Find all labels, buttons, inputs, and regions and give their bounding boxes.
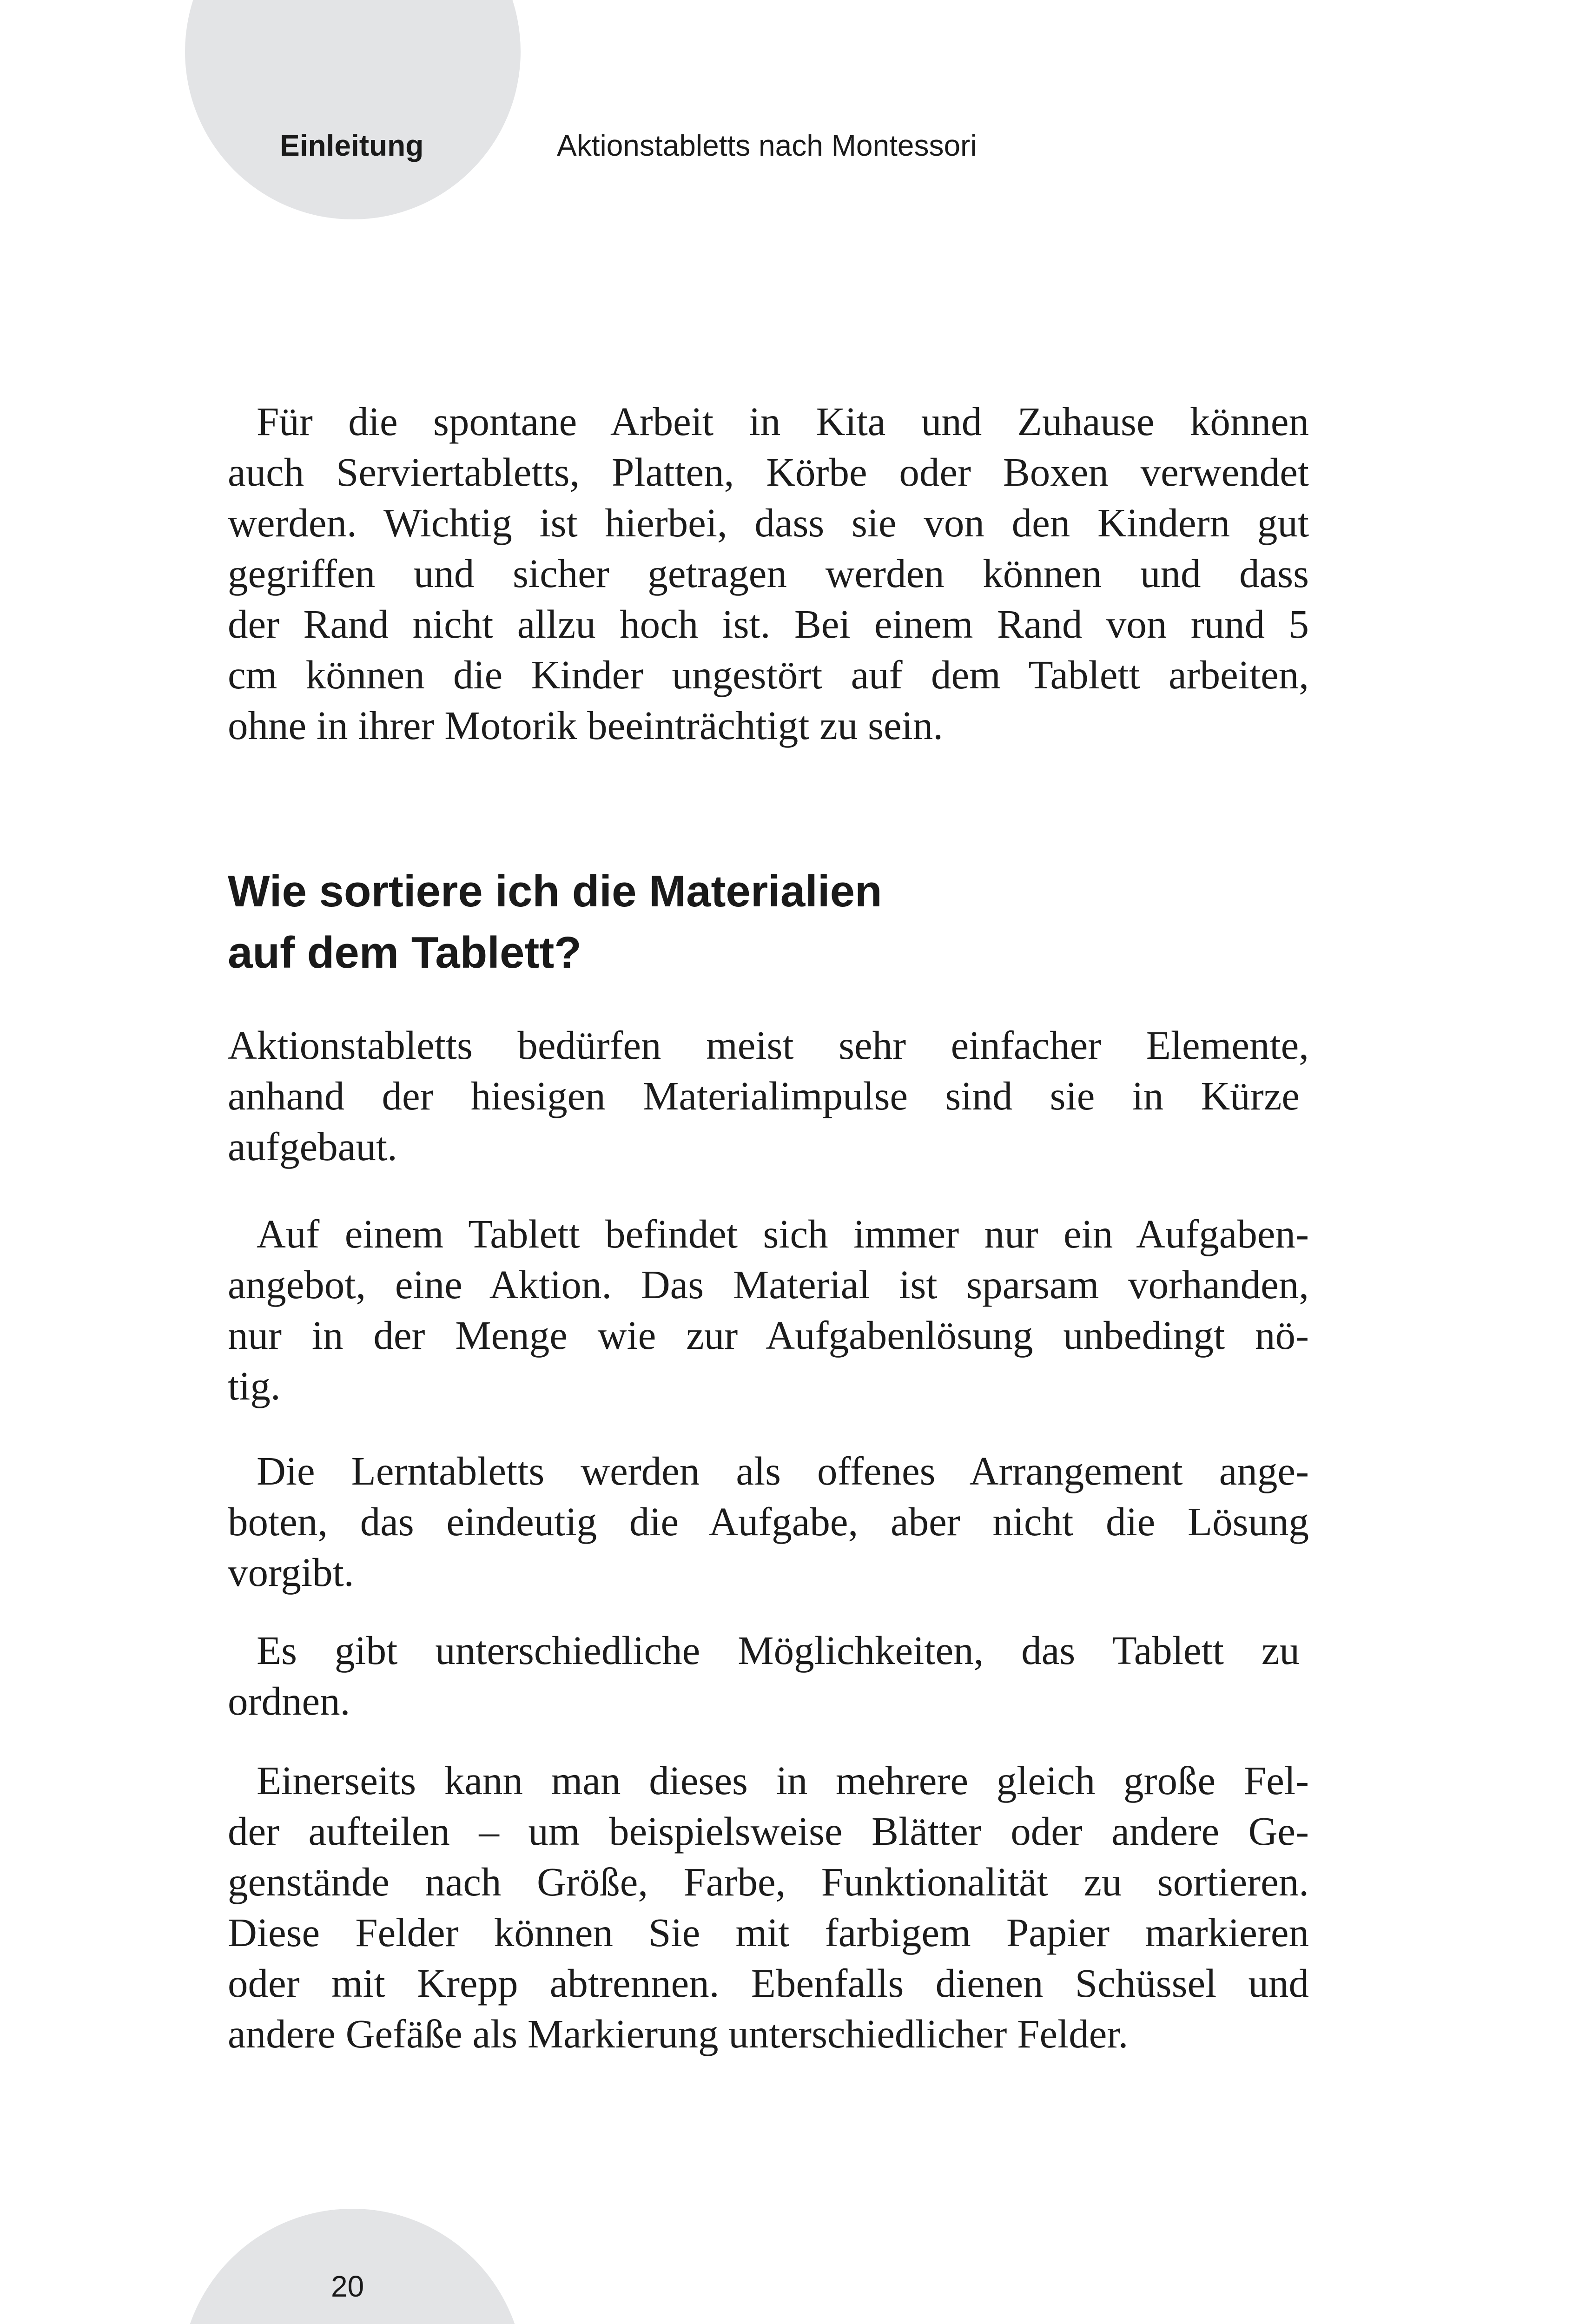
paragraph-intro xyxy=(228,396,1309,751)
text-line: anhand der hiesigen Materialimpulse sind sie in Kürze xyxy=(228,1073,1300,1118)
running-head-section: Einleitung xyxy=(280,129,424,162)
text-line: aufgebaut. xyxy=(228,1124,397,1169)
text-line: andere Gefäße als Markierung unterschiedlicher Felder. xyxy=(228,2011,1129,2056)
text-line: cm können die Kinder ungestört auf dem Tablett arbeiten, xyxy=(228,652,1309,697)
text-line: boten, das eindeutig die Aufgabe, aber nicht die Lösung xyxy=(228,1499,1309,1544)
text-line: nur in der Menge wie zur Aufgabenlösung unbedingt nö- xyxy=(228,1313,1309,1358)
text-line: gegriffen und sicher getragen werden können und dass xyxy=(228,551,1309,596)
text-line: Diese Felder können Sie mit farbigem Papier markieren xyxy=(228,1910,1309,1955)
text-line: angebot, eine Aktion. Das Material ist sparsam vorhanden, xyxy=(228,1262,1309,1307)
text-line: der aufteilen – um beispielsweise Blätter oder andere Ge- xyxy=(228,1809,1309,1854)
text-line: Auf einem Tablett befindet sich immer nur ein Aufgaben- xyxy=(257,1211,1309,1256)
text-line: auch Serviertabletts, Platten, Körbe oder Boxen verwendet xyxy=(228,449,1309,495)
text-line: Einerseits kann man dieses in mehrere gleich große Fel- xyxy=(257,1758,1309,1803)
header-circle-decoration xyxy=(185,0,521,219)
text-line: werden. Wichtig ist hierbei, dass sie von den Kindern gut xyxy=(228,500,1309,545)
heading-line: Wie sortiere ich die Materialien xyxy=(228,866,882,916)
paragraph-elements xyxy=(228,1020,1309,1172)
heading-line: auf dem Tablett? xyxy=(228,928,581,977)
text-line: Aktionstabletts bedürfen meist sehr einfacher Elemente, xyxy=(228,1023,1309,1068)
paragraph-fields xyxy=(228,1755,1309,2059)
text-line: tig. xyxy=(228,1363,281,1408)
text-line: Die Lerntabletts werden als offenes Arrangement ange- xyxy=(257,1448,1309,1493)
paragraph-possibilities xyxy=(228,1625,1309,1726)
text-line: Für die spontane Arbeit in Kita und Zuhause können xyxy=(257,399,1309,444)
page-number: 20 xyxy=(331,2270,364,2303)
text-line: vorgibt. xyxy=(228,1550,354,1595)
text-line: genstände nach Größe, Farbe, Funktionalität zu sortieren. xyxy=(228,1859,1309,1904)
section-heading xyxy=(228,861,1309,984)
text-line: oder mit Krepp abtrennen. Ebenfalls dienen Schüssel und xyxy=(228,1961,1309,2006)
text-line: der Rand nicht allzu hoch ist. Bei einem Rand von rund 5 xyxy=(228,601,1309,647)
text-line: ordnen. xyxy=(228,1678,350,1723)
text-line: ohne in ihrer Motorik beeinträchtigt zu sein. xyxy=(228,703,943,748)
paragraph-single-task xyxy=(228,1208,1309,1411)
text-line: Es gibt unterschiedliche Möglichkeiten, das Tablett zu xyxy=(257,1628,1300,1673)
paragraph-open-arrangement xyxy=(228,1446,1309,1598)
running-head-title: Aktionstabletts nach Montessori xyxy=(557,129,977,162)
